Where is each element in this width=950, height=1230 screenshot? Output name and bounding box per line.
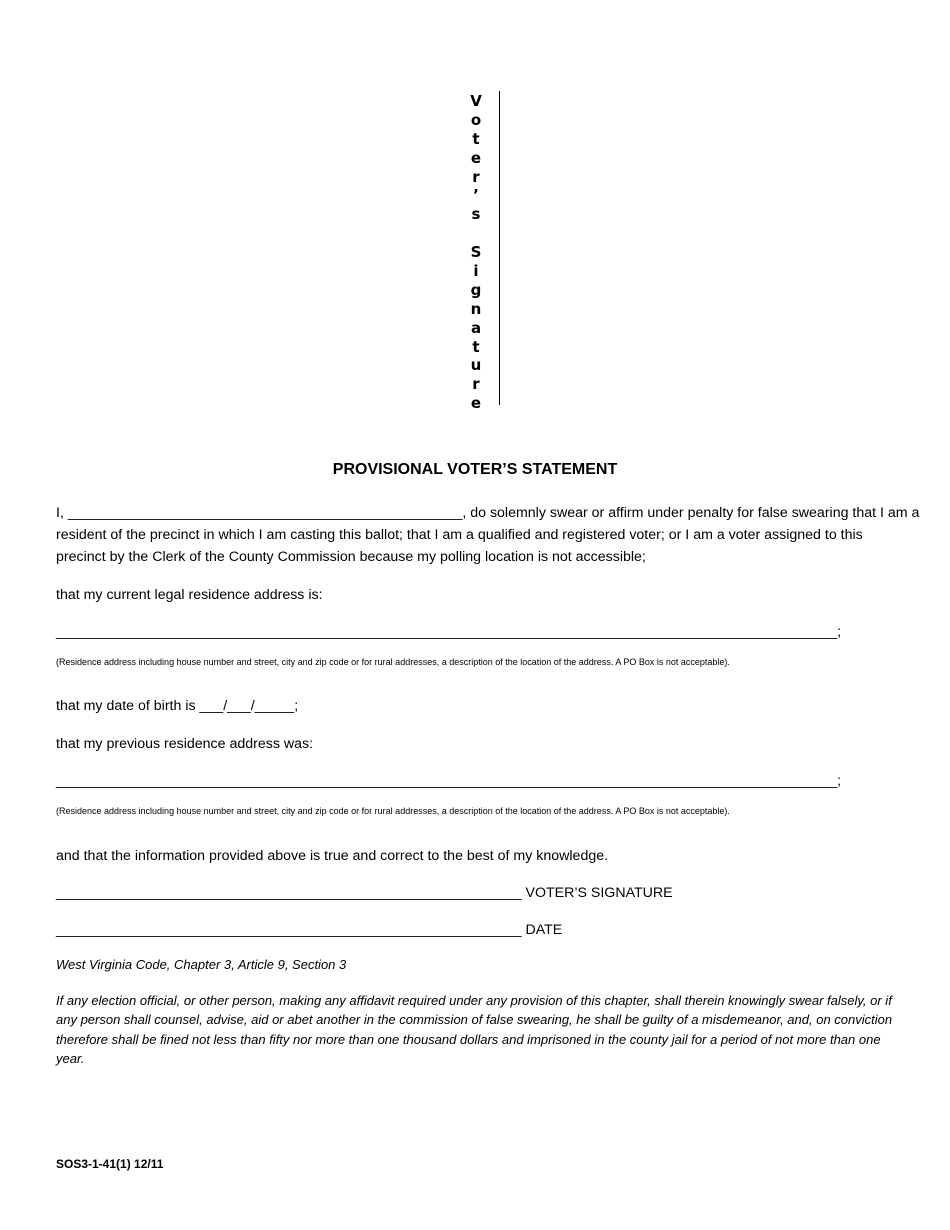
current-address-label: that my current legal residence address is: — [56, 587, 323, 603]
vertical-label-letter: ’ — [473, 186, 479, 205]
code-text-line-1: If any election official, or other person, making any affidavit required under any provision of this chapter, shall therein knowingly swear falsely, or if — [56, 993, 892, 1008]
vertical-label-letter: t — [472, 129, 480, 148]
vertical-label-letter — [466, 224, 486, 243]
code-text-line-4: year. — [56, 1051, 85, 1066]
voter-signature-field[interactable]: ___________________________________________________________ VOTER’S SIGNATURE — [56, 885, 673, 901]
current-address-note: (Residence address including house number and street, city and zip code or for rural addresses, a description of the location of the address. A PO Box is not acceptable). — [56, 657, 730, 667]
signature-divider-line — [499, 91, 500, 405]
vertical-label-letter: V — [470, 92, 482, 110]
date-of-birth-field[interactable]: that my date of birth is ___/___/_____; — [56, 698, 299, 714]
previous-address-note: (Residence address including house number and street, city and zip code or for rural addresses, a description of the location of the address. A PO Box is not acceptable). — [56, 806, 730, 816]
vertical-label-letter: n — [470, 299, 482, 318]
vertical-label-letter: o — [470, 110, 482, 129]
previous-address-field[interactable]: ___________________________________________________________________________________________________; — [56, 773, 842, 789]
vertical-label-letter: e — [470, 148, 482, 167]
vertical-label-letter: e — [470, 394, 482, 413]
code-text-line-3: therefore shall be fined not less than fifty nor more than one thousand dollars and imprisoned in the county jail for a period of not more than one — [56, 1032, 881, 1047]
vertical-label-letter: r — [472, 375, 480, 394]
page-title: PROVISIONAL VOTER’S STATEMENT — [332, 461, 618, 478]
voters-signature-vertical-label — [466, 92, 486, 413]
vertical-label-letter: i — [473, 262, 479, 281]
previous-address-label: that my previous residence address was: — [56, 736, 314, 752]
vertical-label-letter: s — [471, 205, 481, 224]
vertical-label-letter: r — [472, 167, 480, 186]
vertical-label-letter: u — [470, 356, 482, 375]
form-number: SOS3-1-41(1) 12/11 — [56, 1157, 164, 1171]
vertical-label-letter: g — [470, 280, 482, 299]
oath-line-3: precinct by the Clerk of the County Commission because my polling location is not accessible; — [56, 549, 646, 565]
date-field[interactable]: ___________________________________________________________ DATE — [56, 922, 563, 938]
code-text-line-2: any person shall counsel, advise, aid or abet another in the commission of false swearing, he shall be guilty of a misdemeanor, and, on conviction — [56, 1012, 893, 1027]
current-address-field[interactable]: ___________________________________________________________________________________________________; — [56, 624, 842, 640]
attestation-text: and that the information provided above is true and correct to the best of my knowledge. — [56, 848, 609, 864]
oath-line-2: resident of the precinct in which I am casting this ballot; that I am a qualified and registered voter; or I am a voter assigned to this — [56, 527, 863, 543]
vertical-label-letter: a — [470, 318, 482, 337]
vertical-label-letter: S — [470, 243, 482, 262]
vertical-label-letter: t — [472, 337, 480, 356]
oath-line-1[interactable]: I, __________________________________________________, do solemnly swear or affirm under penalty for false swearing that I am a — [56, 505, 920, 521]
code-reference: West Virginia Code, Chapter 3, Article 9, Section 3 — [56, 957, 347, 972]
